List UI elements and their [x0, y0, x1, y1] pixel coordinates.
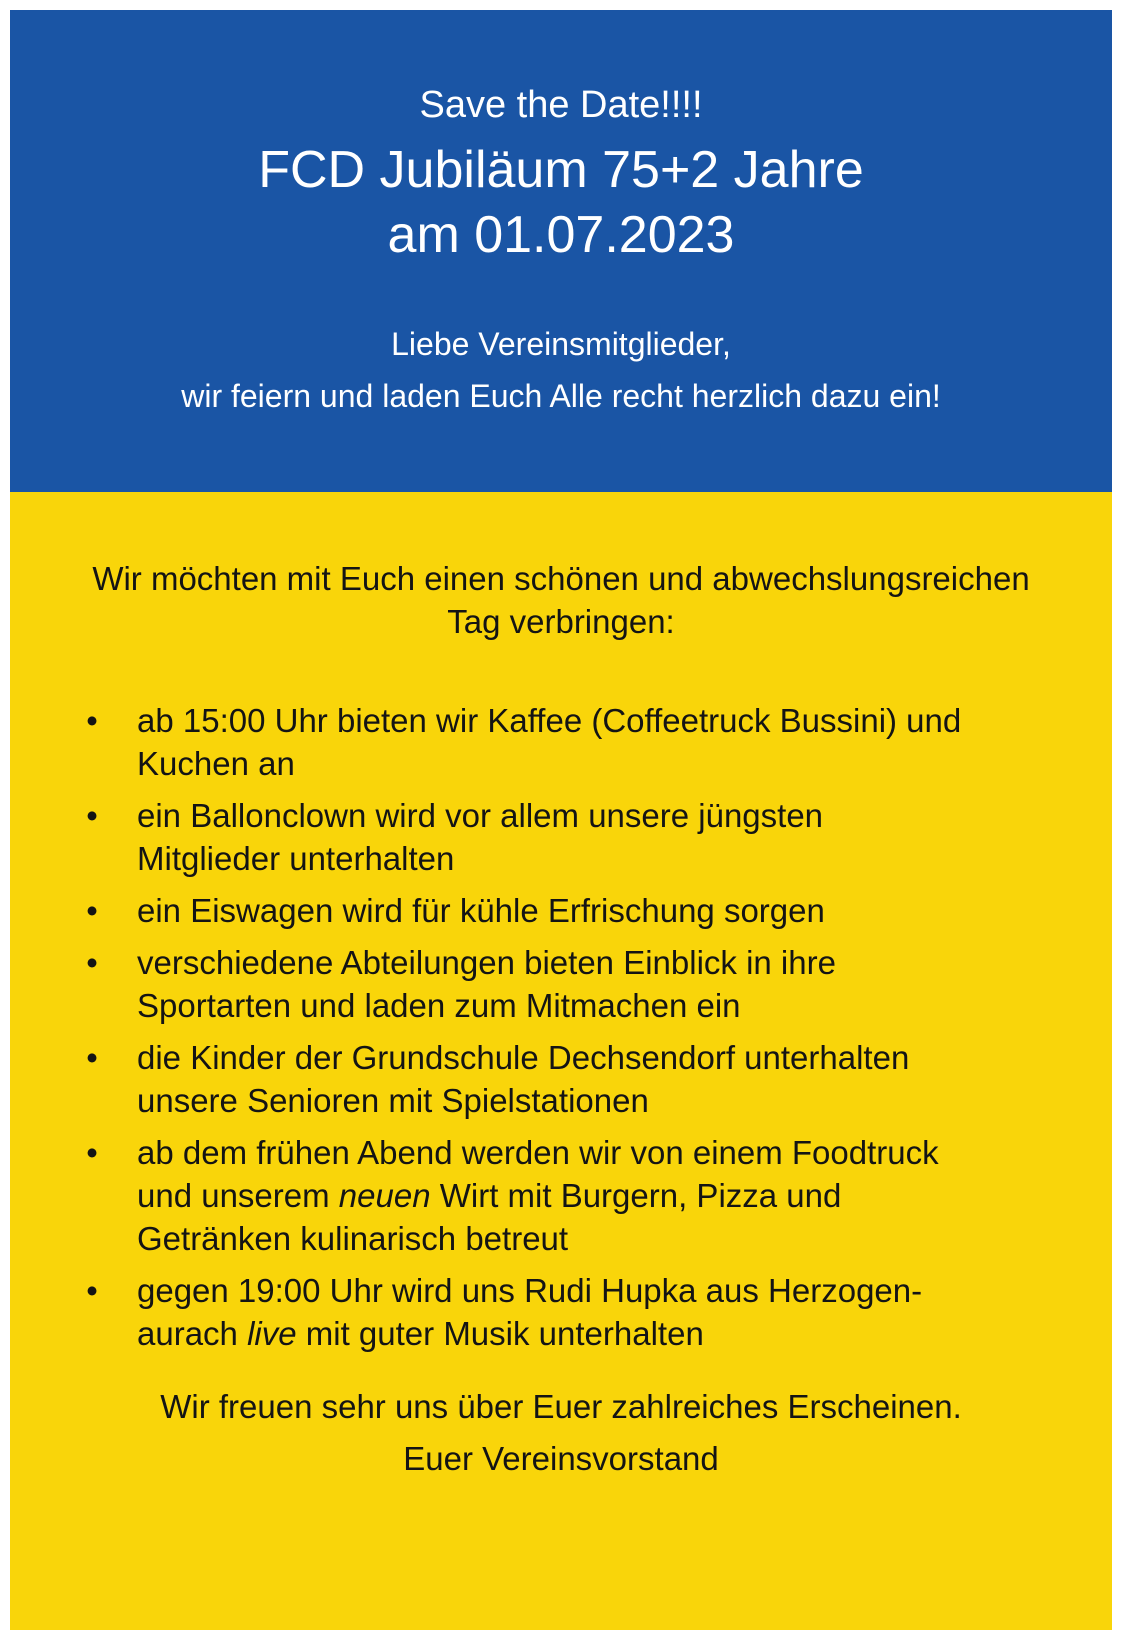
- anniversary-title: FCD Jubiläum 75+2 Jahre: [258, 141, 864, 199]
- invitation-text: wir feiern und laden Euch Alle recht herzlich dazu ein!: [181, 378, 941, 414]
- save-the-date-text: Save the Date!!!!: [419, 84, 703, 126]
- list-item: [10, 699, 1112, 785]
- item-line: die Kinder der Grundschule Dechsendorf unterhalten: [137, 1039, 910, 1076]
- bullet-icon: •: [86, 944, 98, 981]
- item-text: Wirt mit Burgern, Pizza und: [430, 1177, 842, 1214]
- bullet-icon: •: [86, 702, 98, 739]
- item-line: ab dem frühen Abend werden wir von einem Foodtruck: [137, 1134, 939, 1171]
- bullet-icon: •: [86, 892, 98, 929]
- item-line: verschiedene Abteilungen bieten Einblick in ihre: [137, 944, 836, 981]
- item-text: mit guter Musik unterhalten: [296, 1315, 704, 1352]
- emphasis-text: live: [247, 1315, 297, 1352]
- program-list: [10, 699, 1112, 1364]
- item-line: gegen 19:00 Uhr wird uns Rudi Hupka aus Herzogen-: [137, 1272, 923, 1309]
- list-item: [10, 1269, 1112, 1355]
- list-item: [10, 889, 1112, 932]
- list-item: [10, 1131, 1112, 1260]
- item-line: [137, 1312, 1082, 1355]
- greeting-text: Liebe Vereinsmitglieder,: [391, 326, 731, 362]
- bullet-icon: •: [86, 1039, 98, 1076]
- intro-line: Wir möchten mit Euch einen schönen und abwechslungsreichen: [92, 560, 1030, 597]
- item-line: Sportarten und laden zum Mitmachen ein: [137, 987, 741, 1024]
- item-line: Getränken kulinarisch betreut: [137, 1220, 569, 1257]
- item-line: [137, 1174, 1082, 1217]
- bullet-icon: •: [86, 797, 98, 834]
- closing-text: Wir freuen sehr uns über Euer zahlreiches Erscheinen.: [160, 1388, 962, 1425]
- item-line: unsere Senioren mit Spielstationen: [137, 1082, 649, 1119]
- emphasis-text: neuen: [338, 1177, 431, 1214]
- bullet-icon: •: [86, 1134, 98, 1171]
- item-line: Mitglieder unterhalten: [137, 840, 455, 877]
- list-item: [10, 941, 1112, 1027]
- list-item: [10, 1036, 1112, 1122]
- item-text: aurach: [137, 1315, 248, 1352]
- list-item: [10, 794, 1112, 880]
- bullet-icon: •: [86, 1272, 98, 1309]
- intro-line: Tag verbringen:: [447, 603, 675, 640]
- content-layer: [10, 10, 1112, 1630]
- event-date: am 01.07.2023: [387, 206, 735, 264]
- item-line: ein Eiswagen wird für kühle Erfrischung sorgen: [137, 892, 825, 929]
- intro-paragraph: [10, 557, 1112, 643]
- item-line: ab 15:00 Uhr bieten wir Kaffee (Coffeetruck Bussini) und: [137, 702, 962, 739]
- signature-text: Euer Vereinsvorstand: [403, 1440, 719, 1477]
- item-line: Kuchen an: [137, 745, 295, 782]
- item-line: ein Ballonclown wird vor allem unsere jüngsten: [137, 797, 824, 834]
- item-text: und unserem: [137, 1177, 339, 1214]
